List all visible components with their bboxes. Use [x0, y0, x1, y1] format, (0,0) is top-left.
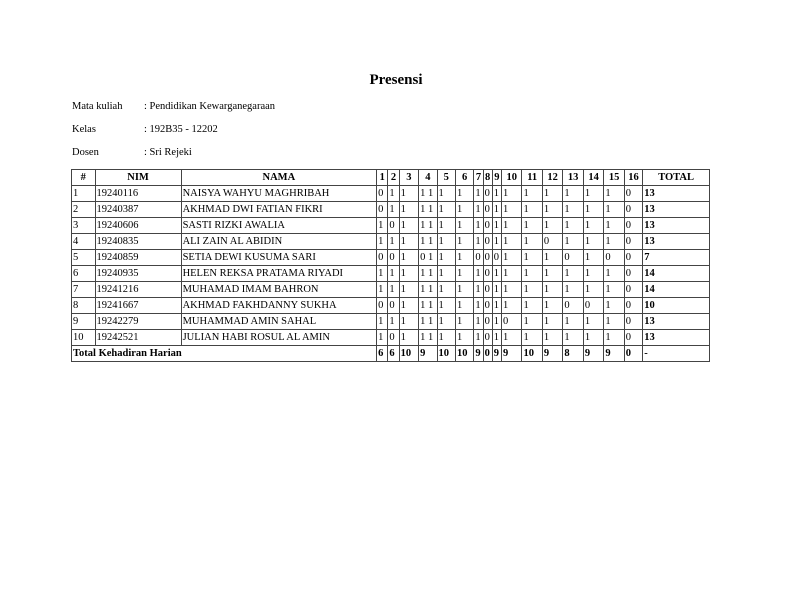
table-cell: 1: [492, 202, 501, 218]
table-cell: 1: [501, 202, 521, 218]
table-cell: 1: [604, 266, 624, 282]
table-cell: 1: [583, 186, 603, 202]
table-cell: 1: [437, 250, 455, 266]
column-header: 3: [399, 170, 418, 186]
table-cell: 1: [474, 282, 483, 298]
column-header: 10: [501, 170, 521, 186]
table-cell: 0: [604, 250, 624, 266]
table-cell: 1: [388, 234, 399, 250]
column-header: TOTAL: [643, 170, 710, 186]
table-cell: 1: [455, 250, 473, 266]
table-cell: 19240935: [95, 266, 181, 282]
table-cell: 1 1: [419, 234, 437, 250]
table-cell: 19240116: [95, 186, 181, 202]
total-row-cell: 9: [542, 346, 562, 362]
table-cell: HELEN REKSA PRATAMA RIYADI: [181, 266, 377, 282]
table-cell: 0: [483, 330, 492, 346]
total-row-cell: 10: [455, 346, 473, 362]
table-cell: 1: [399, 266, 418, 282]
table-cell: 1 1: [419, 186, 437, 202]
table-cell: 10: [72, 330, 96, 346]
table-cell: 1: [563, 234, 583, 250]
column-header: #: [72, 170, 96, 186]
column-header: 6: [455, 170, 473, 186]
info-lecturer-value: : Sri Rejeki: [144, 147, 192, 158]
table-cell: 0: [624, 266, 642, 282]
table-cell: 1: [604, 186, 624, 202]
table-cell: 1: [377, 266, 388, 282]
table-cell: 5: [72, 250, 96, 266]
table-cell: 1: [583, 250, 603, 266]
total-row-cell: 9: [474, 346, 483, 362]
table-cell: 19242521: [95, 330, 181, 346]
table-cell: 1: [437, 298, 455, 314]
table-cell: 1: [492, 282, 501, 298]
table-cell: 1: [542, 218, 562, 234]
table-cell: 1 1: [419, 282, 437, 298]
table-cell: MUHAMAD IMAM BAHRON: [181, 282, 377, 298]
column-header: 4: [419, 170, 437, 186]
table-cell: 1: [474, 234, 483, 250]
info-course-value: : Pendidikan Kewarganegaraan: [144, 101, 275, 112]
column-header: NIM: [95, 170, 181, 186]
table-cell: 9: [72, 314, 96, 330]
table-cell: 0: [483, 266, 492, 282]
table-cell: 1: [474, 330, 483, 346]
table-cell: 0: [474, 250, 483, 266]
table-row: [72, 314, 710, 330]
table-cell: 1: [437, 186, 455, 202]
table-cell: 1: [492, 314, 501, 330]
table-cell: 1: [522, 234, 542, 250]
total-row-cell: 9: [492, 346, 501, 362]
table-cell: 19240835: [95, 234, 181, 250]
table-row: [72, 186, 710, 202]
table-cell: 1: [563, 218, 583, 234]
table-row: [72, 250, 710, 266]
table-cell: 0: [624, 186, 642, 202]
table-row: [72, 202, 710, 218]
table-cell: 1: [583, 202, 603, 218]
table-cell: 1: [604, 330, 624, 346]
table-cell: 1: [563, 314, 583, 330]
table-cell: 2: [72, 202, 96, 218]
table-cell: SASTI RIZKI AWALIA: [181, 218, 377, 234]
table-cell: 1: [377, 218, 388, 234]
table-cell: 0: [563, 298, 583, 314]
table-cell: 1: [492, 266, 501, 282]
table-cell: 0: [483, 218, 492, 234]
total-row-cell: 0: [624, 346, 642, 362]
table-cell: 1: [437, 282, 455, 298]
table-cell: 1: [522, 298, 542, 314]
table-cell: 1: [399, 186, 418, 202]
table-cell: 1: [583, 234, 603, 250]
table-cell: 1: [474, 314, 483, 330]
table-cell: 1: [542, 282, 562, 298]
total-row-cell: 9: [583, 346, 603, 362]
table-cell: 1: [377, 234, 388, 250]
table-cell: 1: [604, 202, 624, 218]
table-cell: 0: [388, 218, 399, 234]
table-cell: 0: [583, 298, 603, 314]
table-header-row: [72, 170, 710, 186]
table-cell: 0: [624, 314, 642, 330]
table-cell: 1: [522, 202, 542, 218]
total-row-label: Total Kehadiran Harian: [72, 346, 377, 362]
table-cell: 1: [522, 282, 542, 298]
table-cell: 1: [583, 266, 603, 282]
total-cell: 13: [643, 330, 710, 346]
table-cell: 0 1: [419, 250, 437, 266]
table-cell: 1: [455, 298, 473, 314]
table-cell: 1: [583, 330, 603, 346]
table-cell: 1 1: [419, 314, 437, 330]
table-cell: 1: [455, 330, 473, 346]
column-header: 12: [542, 170, 562, 186]
table-cell: 1: [474, 202, 483, 218]
table-cell: 0: [388, 250, 399, 266]
total-cell: 7: [643, 250, 710, 266]
table-cell: 1: [72, 186, 96, 202]
table-cell: 0: [483, 234, 492, 250]
table-cell: 1 1: [419, 266, 437, 282]
table-cell: 0: [483, 282, 492, 298]
table-cell: 1: [604, 218, 624, 234]
table-cell: 1: [522, 186, 542, 202]
column-header: 8: [483, 170, 492, 186]
column-header: 11: [522, 170, 542, 186]
table-cell: 1: [542, 202, 562, 218]
table-row: [72, 282, 710, 298]
table-cell: 1: [388, 266, 399, 282]
attendance-table: [71, 169, 710, 362]
table-cell: 0: [483, 250, 492, 266]
total-cell: 13: [643, 218, 710, 234]
table-cell: 1: [522, 250, 542, 266]
table-cell: 1: [583, 282, 603, 298]
total-cell: 10: [643, 298, 710, 314]
info-class-value: : 192B35 - 12202: [144, 124, 218, 135]
table-cell: 19240859: [95, 250, 181, 266]
total-row-cell: 6: [388, 346, 399, 362]
table-cell: 1: [522, 218, 542, 234]
table-cell: 1 1: [419, 298, 437, 314]
table-cell: 1: [583, 218, 603, 234]
table-cell: 19241667: [95, 298, 181, 314]
table-cell: 1: [604, 234, 624, 250]
column-header: 9: [492, 170, 501, 186]
column-header: 13: [563, 170, 583, 186]
table-cell: 1: [455, 234, 473, 250]
column-header: NAMA: [181, 170, 377, 186]
table-cell: 1: [377, 330, 388, 346]
table-cell: 1: [474, 266, 483, 282]
table-cell: 1: [542, 330, 562, 346]
total-cell: 13: [643, 314, 710, 330]
total-row: [72, 346, 710, 362]
table-cell: 1: [583, 314, 603, 330]
table-cell: 0: [624, 202, 642, 218]
table-cell: 1: [563, 330, 583, 346]
table-cell: 0: [483, 202, 492, 218]
table-cell: 1: [604, 298, 624, 314]
info-lecturer: [72, 147, 192, 158]
table-cell: 1 1: [419, 218, 437, 234]
total-row-cell: 10: [437, 346, 455, 362]
total-cell: 13: [643, 234, 710, 250]
table-cell: 1: [542, 266, 562, 282]
table-cell: AKHMAD FAKHDANNY SUKHA: [181, 298, 377, 314]
table-cell: 1: [501, 234, 521, 250]
total-row-cell: 10: [522, 346, 542, 362]
table-row: [72, 218, 710, 234]
table-cell: 1: [388, 314, 399, 330]
table-cell: NAISYA WAHYU MAGHRIBAH: [181, 186, 377, 202]
info-lecturer-label: Dosen: [72, 147, 99, 158]
table-cell: 1: [455, 218, 473, 234]
table-row: [72, 234, 710, 250]
table-cell: 7: [72, 282, 96, 298]
table-row: [72, 298, 710, 314]
total-row-cell: -: [643, 346, 710, 362]
total-row-cell: 6: [377, 346, 388, 362]
table-cell: 1: [377, 282, 388, 298]
table-cell: 19240387: [95, 202, 181, 218]
table-cell: 0: [377, 202, 388, 218]
table-cell: 0: [483, 186, 492, 202]
table-cell: 1: [522, 330, 542, 346]
table-cell: 0: [501, 314, 521, 330]
total-cell: 13: [643, 202, 710, 218]
table-cell: 1: [542, 250, 562, 266]
table-cell: 0: [388, 298, 399, 314]
total-cell: 14: [643, 266, 710, 282]
table-cell: 1: [522, 314, 542, 330]
table-row: [72, 330, 710, 346]
table-cell: 1: [492, 234, 501, 250]
table-cell: 19240606: [95, 218, 181, 234]
table-body: [72, 186, 710, 362]
table-cell: 0: [624, 234, 642, 250]
table-row: [72, 266, 710, 282]
column-header: 16: [624, 170, 642, 186]
page-title: Presensi: [369, 72, 423, 88]
total-row-cell: 9: [419, 346, 437, 362]
table-cell: 0: [377, 186, 388, 202]
table-cell: 1: [542, 298, 562, 314]
table-cell: 1: [455, 186, 473, 202]
table-cell: 1: [388, 186, 399, 202]
table-cell: 1: [563, 186, 583, 202]
info-class: [72, 124, 218, 135]
column-header: 1: [377, 170, 388, 186]
table-cell: 0: [377, 250, 388, 266]
table-cell: 1: [604, 282, 624, 298]
table-cell: 1: [492, 218, 501, 234]
table-cell: 1: [522, 266, 542, 282]
table-cell: 4: [72, 234, 96, 250]
table-cell: 1: [437, 266, 455, 282]
table-cell: 1: [455, 314, 473, 330]
table-cell: 1: [542, 186, 562, 202]
info-course: [72, 101, 275, 112]
table-cell: 1: [399, 282, 418, 298]
table-cell: 19241216: [95, 282, 181, 298]
table-cell: 1: [563, 266, 583, 282]
table-cell: 0: [624, 298, 642, 314]
table-cell: 1: [501, 298, 521, 314]
table-cell: 1: [399, 234, 418, 250]
table-cell: 1: [492, 298, 501, 314]
total-cell: 14: [643, 282, 710, 298]
table-cell: 1: [388, 282, 399, 298]
total-row-cell: 10: [399, 346, 418, 362]
table-cell: 1: [437, 330, 455, 346]
table-cell: 6: [72, 266, 96, 282]
table-cell: 1: [492, 186, 501, 202]
total-row-cell: 9: [604, 346, 624, 362]
table-cell: 1: [501, 282, 521, 298]
table-cell: 1: [455, 202, 473, 218]
table-cell: MUHAMMAD AMIN SAHAL: [181, 314, 377, 330]
table-cell: 1: [604, 314, 624, 330]
table-cell: 1: [501, 250, 521, 266]
table-cell: 0: [492, 250, 501, 266]
info-class-label: Kelas: [72, 124, 96, 135]
table-cell: 1: [501, 266, 521, 282]
table-cell: 0: [563, 250, 583, 266]
table-cell: SETIA DEWI KUSUMA SARI: [181, 250, 377, 266]
total-row-cell: 0: [483, 346, 492, 362]
table-cell: 0: [483, 314, 492, 330]
table-cell: 0: [388, 330, 399, 346]
table-cell: 1: [492, 330, 501, 346]
table-cell: 0: [624, 330, 642, 346]
table-cell: 0: [624, 218, 642, 234]
table-cell: 1: [399, 298, 418, 314]
table-cell: 1: [474, 218, 483, 234]
column-header: 7: [474, 170, 483, 186]
table-cell: 1: [474, 186, 483, 202]
column-header: 5: [437, 170, 455, 186]
column-header: 14: [583, 170, 603, 186]
table-cell: 0: [624, 250, 642, 266]
table-cell: 0: [377, 298, 388, 314]
table-cell: 1: [399, 314, 418, 330]
table-cell: 1: [437, 202, 455, 218]
total-row-cell: 9: [501, 346, 521, 362]
table-cell: 1: [399, 202, 418, 218]
table-cell: 1 1: [419, 202, 437, 218]
table-cell: 1: [542, 314, 562, 330]
table-cell: 8: [72, 298, 96, 314]
table-cell: 1: [455, 266, 473, 282]
table-cell: 1: [388, 202, 399, 218]
column-header: 2: [388, 170, 399, 186]
table-cell: 0: [483, 298, 492, 314]
table-cell: 1: [399, 250, 418, 266]
table-cell: AKHMAD DWI FATIAN FIKRI: [181, 202, 377, 218]
table-cell: 1: [437, 314, 455, 330]
info-course-label: Mata kuliah: [72, 101, 123, 112]
table-cell: 0: [624, 282, 642, 298]
table-cell: 1: [437, 218, 455, 234]
table-cell: 1: [563, 282, 583, 298]
table-cell: 1: [501, 218, 521, 234]
table-cell: 1: [563, 202, 583, 218]
table-cell: 1: [501, 330, 521, 346]
column-header: 15: [604, 170, 624, 186]
table-cell: 1: [501, 186, 521, 202]
table-cell: 1: [455, 282, 473, 298]
table-cell: 0: [542, 234, 562, 250]
table-cell: 1: [437, 234, 455, 250]
table-cell: 19242279: [95, 314, 181, 330]
total-cell: 13: [643, 186, 710, 202]
table-cell: 1: [399, 330, 418, 346]
table-cell: 1: [377, 314, 388, 330]
table-cell: 3: [72, 218, 96, 234]
table-cell: 1: [399, 218, 418, 234]
table-cell: ALI ZAIN AL ABIDIN: [181, 234, 377, 250]
table-cell: JULIAN HABI ROSUL AL AMIN: [181, 330, 377, 346]
table-cell: 1 1: [419, 330, 437, 346]
total-row-cell: 8: [563, 346, 583, 362]
table-cell: 1: [474, 298, 483, 314]
